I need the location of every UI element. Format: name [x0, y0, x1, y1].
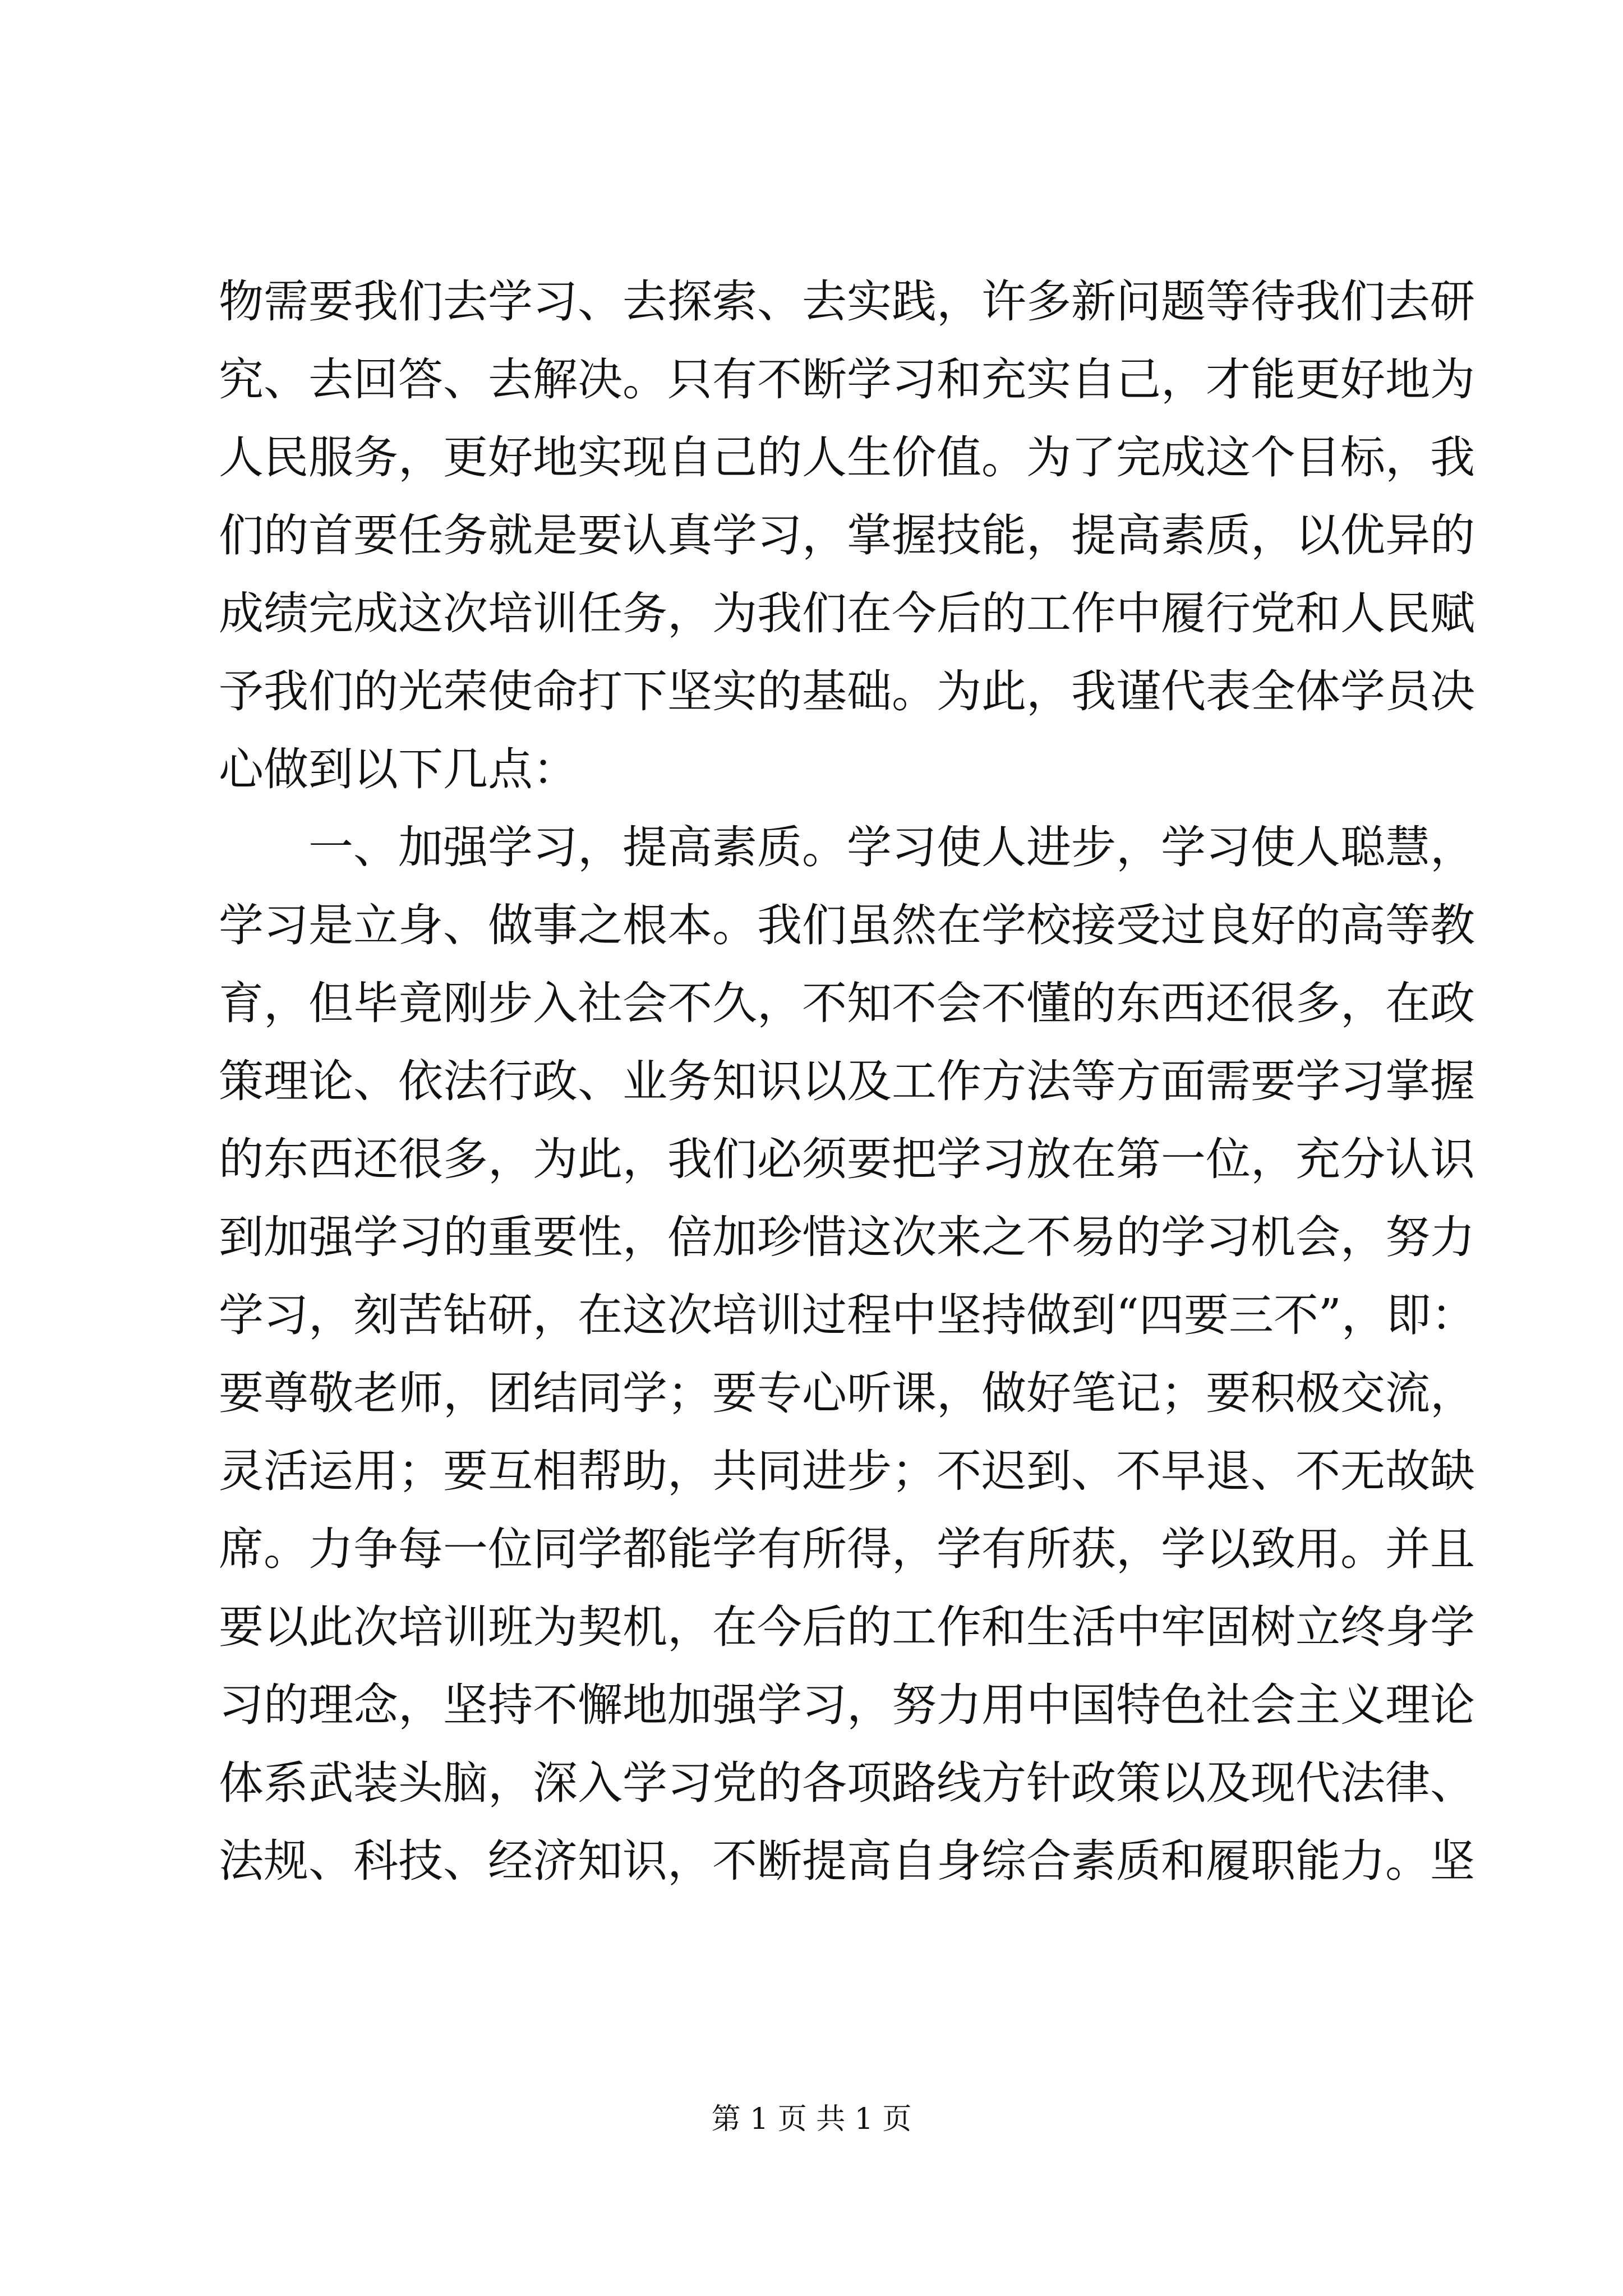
- text-line: 要尊敬老师，团结同学；要专心听课，做好笔记；要积极交流，: [219, 1367, 1475, 1419]
- text-line: 学习，刻苦钻研，在这次培训过程中坚持做到“四要三不”，即：: [219, 1289, 1476, 1341]
- text-line: 体系武装头脑，深入学习党的各项路线方针政策以及现代法律、: [219, 1757, 1475, 1809]
- body-text: [219, 263, 1476, 1900]
- text-line: 究、去回答、去解决。只有不断学习和充实自己，才能更好地为: [219, 353, 1475, 406]
- text-line: 予我们的光荣使命打下坚实的基础。为此，我谨代表全体学员决: [219, 665, 1475, 717]
- text-line: 们的首要任务就是要认真学习，掌握技能，提高素质，以优异的: [219, 509, 1475, 562]
- text-line: 成绩完成这次培训任务，为我们在今后的工作中履行党和人民赋: [219, 587, 1475, 639]
- text-line: 席。力争每一位同学都能学有所得，学有所获，学以致用。并且: [219, 1523, 1475, 1575]
- text-line: 人民服务，更好地实现自己的人生价值。为了完成这个目标，我: [219, 431, 1475, 484]
- text-line: 法规、科技、经济知识，不断提高自身综合素质和履职能力。坚: [219, 1835, 1475, 1887]
- text-line: 的东西还很多，为此，我们必须要把学习放在第一位，充分认识: [219, 1133, 1475, 1185]
- text-line: 习的理念，坚持不懈地加强学习，努力用中国特色社会主义理论: [219, 1679, 1475, 1731]
- text-line: 策理论、依法行政、业务知识以及工作方法等方面需要学习掌握: [219, 1055, 1475, 1107]
- text-line: 一、加强学习，提高素质。学习使人进步，学习使人聪慧，: [219, 821, 1475, 873]
- text-line: 学习是立身、做事之根本。我们虽然在学校接受过良好的高等教: [219, 899, 1475, 951]
- page-footer: 第 1 页 共 1 页: [711, 2102, 912, 2136]
- text-line: 到加强学习的重要性，倍加珍惜这次来之不易的学习机会，努力: [219, 1211, 1475, 1263]
- text-line: 心做到以下几点：: [219, 743, 578, 795]
- text-line: 灵活运用；要互相帮助，共同进步；不迟到、不早退、不无故缺: [219, 1445, 1475, 1497]
- text-line: 物需要我们去学习、去探索、去实践，许多新问题等待我们去研: [219, 275, 1475, 328]
- text-line: 要以此次培训班为契机，在今后的工作和生活中牢固树立终身学: [219, 1601, 1475, 1653]
- text-line: 育，但毕竟刚步入社会不久，不知不会不懂的东西还很多，在政: [219, 977, 1475, 1029]
